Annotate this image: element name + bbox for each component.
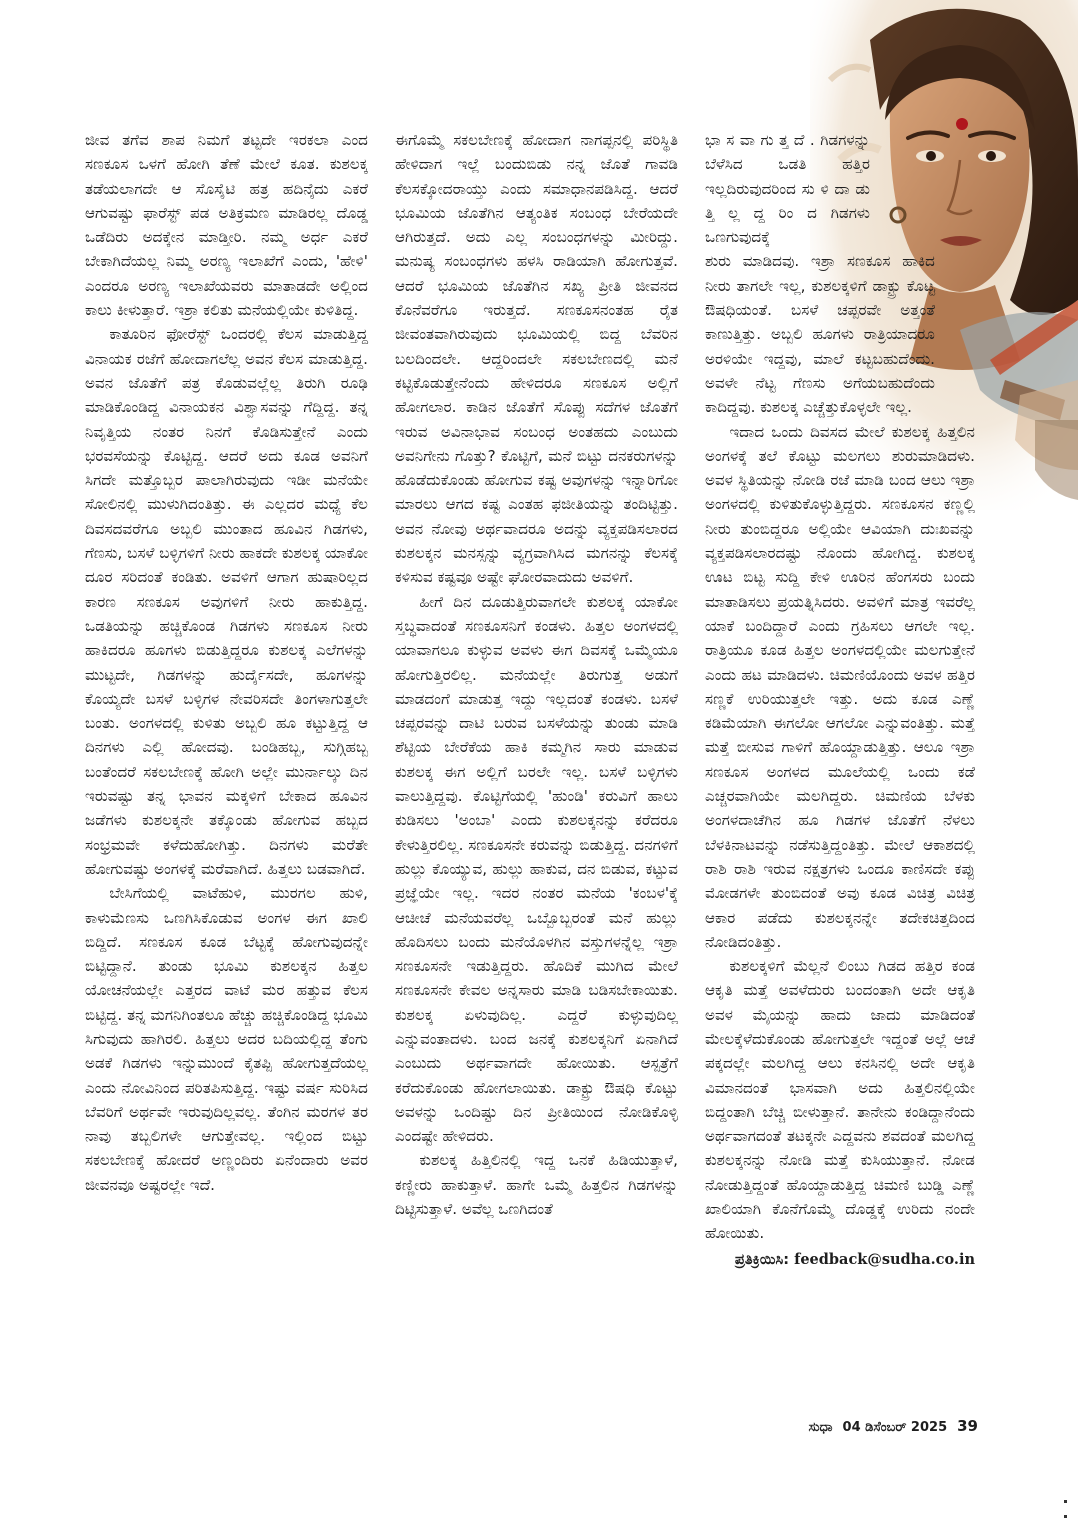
paragraph: ಈಗೊಮ್ಮೆ ಸಕಲಬೇಣಕ್ಕೆ ಹೋದಾಗ ನಾಗಪ್ಪನಲ್ಲಿ ಪರಿಸ್ಥಿತಿ ಹೇಳಿದಾಗ ಇಲ್ಲೆ ಬಂದುಬಿಡು ನನ್ನ ಜೊತೆ ಗಾವಡಿ ಕೆಲಸಕ್ಕೋದರಾಯ್ತು ಎಂದು ಸಮಾಧಾನಪಡಿಸಿದ್ದ. ಆದರೆ ಭೂಮಿಯ ಜೊತೆಗಿನ ಆತ್ಯಂತಿಕ ಸಂಬಂಧ ಬೇರೆಯದೇ ಆಗಿರುತ್ತದೆ. ಅದು ಎಲ್ಲ ಸಂಬಂಧಗಳನ್ನು ಮೀರಿದ್ದು. ಮನುಷ್ಯ ಸಂಬಂಧಗಳು ಹಳಸಿ ರಾಡಿಯಾಗಿ ಹೋಗುತ್ತವೆ. ಆದರೆ ಭೂಮಿಯ ಜೊತೆಗಿನ ಸಖ್ಯ ಪ್ರೀತಿ ಜೀವನದ ಕೊನೆವರೆಗೂ ಇರುತ್ತದೆ. ಸಣಕೂಸನಂತಹ ರೈತ ಜೀವಂತವಾಗಿರುವುದು ಭೂಮಿಯಲ್ಲಿ ಬಿದ್ದ ಬೆವರಿನ ಬಲದಿಂದಲೇ. ಆದ್ದರಿಂದಲೇ ಸಕಲಬೇಣದಲ್ಲಿ ಮನೆ ಕಟ್ಟಿಕೊಡುತ್ತೇನೆಂದು ಹೇಳಿದರೂ ಸಣಕೂಸ ಅಲ್ಲಿಗೆ ಹೋಗಲಾರ. ಕಾಡಿನ ಜೊತೆಗೆ ಸೊಪ್ಪು ಸದೆಗಳ ಜೊತೆಗೆ ಇರುವ ಅವಿನಾಭಾವ ಸಂಬಂಧ ಅಂತಹದು ಎಂಬುದು ಅವನಿಗೇನು ಗೊತ್ತು? ಕೊಟ್ಟಿಗೆ, ಮನೆ ಬಿಟ್ಟು ದನಕರುಗಳನ್ನು ಹೊಡೆದುಕೊಂಡು ಹೋಗುವ ಕಷ್ಟ ಅವುಗಳನ್ನು ಇನ್ನಾರಿಗೋ ಮಾರಲು ಆಗದ ಕಷ್ಟ ಎಂತಹ ಫಜೀತಿಯನ್ನು ತಂದಿಟ್ಟಿತ್ತು. ಅವನ ನೋವು ಅರ್ಥವಾದರೂ ಅದನ್ನು ವ್ಯಕ್ತಪಡಿಸಲಾರದ ಕುಶಲಕ್ಕನ ಮನಸ್ಸನ್ನು ವ್ಯಗ್ರವಾಗಿಸಿದ ಮಗನನ್ನು ಕೆಲಸಕ್ಕೆ ಕಳಿಸುವ ಕಷ್ಟವೂ ಅಷ್ಟೇ ಘೋರವಾದುದು ಅವಳಿಗೆ. <box>395 131 678 587</box>
feedback-line <box>705 1248 975 1272</box>
feedback-label: ಪ್ರತಿಕ್ರಿಯಿಸಿ: <box>734 1251 790 1268</box>
paragraph: ಇದಾದ ಒಂದು ದಿವಸದ ಮೇಲೆ ಕುಶಲಕ್ಕ ಹಿತ್ತಲಿನ ಅಂಗಳಕ್ಕೆ ತಲೆ ಕೊಟ್ಟು ಮಲಗಲು ಶುರುಮಾಡಿದಳು. ಅವಳ ಸ್ಥಿತಿಯನ್ನು ನೋಡಿ ರಜೆ ಮಾಡಿ ಬಂದ ಆಲು ಇಶ್ರಾ ಅಂಗಳದಲ್ಲಿ ಕುಳಿತುಕೊಳ್ಳುತ್ತಿದ್ದರು. ಸಣಕೂಸನ ಕಣ್ಣಲ್ಲಿ ನೀರು ತುಂಬಿದ್ದರೂ ಅಲ್ಲಿಯೇ ಆವಿಯಾಗಿ ದುಃಖವನ್ನು ವ್ಯಕ್ತಪಡಿಸಲಾರದಷ್ಟು ನೊಂದು ಹೋಗಿದ್ದ. ಕುಶಲಕ್ಕ ಊಟ ಬಿಟ್ಟ ಸುದ್ದಿ ಕೇಳಿ ಊರಿನ ಹೆಂಗಸರು ಬಂದು ಮಾತಾಡಿಸಲು ಪ್ರಯತ್ನಿಸಿದರು. ಅವಳಿಗೆ ಮಾತ್ರ ಇವರೆಲ್ಲ ಯಾಕೆ ಬಂದಿದ್ದಾರೆ ಎಂದು ಗ್ರಹಿಸಲು ಆಗಲೇ ಇಲ್ಲ. ರಾತ್ರಿಯೂ ಕೂಡ ಹಿತ್ತಲ ಅಂಗಳದಲ್ಲಿಯೇ ಮಲಗುತ್ತೇನೆ ಎಂದು ಹಟ ಮಾಡಿದಳು. ಚಿಮಣಿಯೊಂದು ಅವಳ ಹತ್ತಿರ ಸಣ್ಣಕೆ ಉರಿಯುತ್ತಲೇ ಇತ್ತು. ಅದು ಕೂಡ ಎಣ್ಣೆ ಕಡಿಮೆಯಾಗಿ ಈಗಲೋ ಆಗಲೋ ಎನ್ನುವಂತಿತ್ತು. ಮತ್ತೆ ಮತ್ತೆ ಬೀಸುವ ಗಾಳಿಗೆ ಹೊಯ್ದಾಡುತ್ತಿತ್ತು. ಆಲೂ ಇಶ್ರಾ ಸಣಕೂಸ ಅಂಗಳದ ಮೂಲೆಯಲ್ಲಿ ಒಂದು ಕಡೆ ಎಚ್ಚರವಾಗಿಯೇ ಮಲಗಿದ್ದರು. ಚಿಮಣಿಯ ಬೆಳಕು ಅಂಗಳದಾಚೆಗಿನ ಹೂ ಗಿಡಗಳ ಜೊತೆಗೆ ನೆಳಲು ಬೆಳಕಿನಾಟವನ್ನು ನಡೆಸುತ್ತಿದ್ದಂತಿತ್ತು. ಮೇಲೆ ಆಕಾಶದಲ್ಲಿ ರಾಶಿ ರಾಶಿ ಇರುವ ನಕ್ಷತ್ರಗಳು ಒಂದೂ ಕಾಣಿಸದೇ ಕಪ್ಪು ಮೋಡಗಳೇ ತುಂಬಿದಂತೆ ಅವು ಕೂಡ ವಿಚಿತ್ರ ವಿಚಿತ್ರ ಆಕಾರ ಪಡೆದು ಕುಶಲಕ್ಕನನ್ನೇ ತದೇಕಚಿತ್ತದಿಂದ ನೋಡಿದಂತಿತ್ತು. <box>705 422 975 951</box>
paragraph: ಬೇಸಿಗೆಯಲ್ಲಿ ವಾಟೆಹುಳಿ, ಮುರಗಲ ಹುಳಿ, ಕಾಳುಮೆಣಸು ಒಣಗಿಸಿಕೊಡುವ ಅಂಗಳ ಈಗ ಖಾಲಿ ಬಿದ್ದಿದೆ. ಸಣಕೂಸ ಕೂಡ ಬೆಟ್ಟಕ್ಕೆ ಹೋಗುವುದನ್ನೇ ಬಿಟ್ಟಿದ್ದಾನೆ. ತುಂಡು ಭೂಮಿ ಕುಶಲಕ್ಕನ ಹಿತ್ತಲ ಯೋಚನೆಯಲ್ಲೇ ಎತ್ತರದ ವಾಟೆ ಮರ ಹತ್ತುವ ಕೆಲಸ ಬಿಟ್ಟಿದ್ದ. ತನ್ನ ಮಗನಿಗಿಂತಲೂ ಹೆಚ್ಚು ಹಚ್ಚಿಕೊಂಡಿದ್ದ ಭೂಮಿ ಸಿಗುವುದು ಹಾಗಿರಲಿ. ಹಿತ್ತಲು ಅದರ ಬದಿಯಲ್ಲಿದ್ದ ತೆಂಗು ಅಡಕೆ ಗಿಡಗಳು ಇನ್ನುಮುಂದೆ ಕೈತಪ್ಪಿ ಹೋಗುತ್ತದೆಯಲ್ಲ ಎಂದು ನೋವಿನಿಂದ ಪರಿತಪಿಸುತ್ತಿದ್ದ. ಇಷ್ಟು ವರ್ಷ ಸುರಿಸಿದ ಬೆವರಿಗೆ ಅರ್ಥವೇ ಇರುವುದಿಲ್ಲವಲ್ಲ. ತೆಂಗಿನ ಮರಗಳ ತರ ನಾವು ತಬ್ಬಲಿಗಳೇ ಆಗುತ್ತೇವಲ್ಲ. ಇಲ್ಲಿಂದ ಬಿಟ್ಟು ಸಕಲಬೇಣಕ್ಕೆ ಹೋದರೆ ಅಣ್ಣಂದಿರು ಏನೆಂದಾರು ಅವರ ಜೀವನವೂ ಅಷ್ಟರಲ್ಲೇ ಇದೆ. <box>85 884 368 1194</box>
paragraph: ಭಾ ಸ ವಾ ಗು ತ್ತ ದೆ . ಗಿಡಗಳನ್ನು ಬೆಳೆಸಿದ ಒಡತಿ ಹತ್ತಿರ ಇಲ್ಲದಿರುವುದರಿಂದ ಸು ಳಿ ದಾ ಡು ತ್ತಿ ಲ್ಲ ದ್ದ ರಿಂ ದ ಗಿಡಗಳು ಒಣಗುವುದಕ್ಕೆ <box>705 131 870 247</box>
magazine-name: ಸುಧಾ <box>808 1420 833 1435</box>
crop-mark <box>1064 1515 1067 1518</box>
page-footer <box>809 1417 979 1435</box>
page-number: 39 <box>957 1417 978 1435</box>
paragraph: ಕಾತೂರಿನ ಫೋರೆಸ್ಟ್ ಒಂದರಲ್ಲಿ ಕೆಲಸ ಮಾಡುತ್ತಿದ್ದ ವಿನಾಯಕ ರಜೆಗೆ ಹೋದಾಗಲೆಲ್ಲ ಅವನ ಕೆಲಸ ಮಾಡುತ್ತಿದ್ದ. ಅವನ ಜೊತೆಗೆ ಪತ್ರ ಕೊಡುವಲ್ಲೆಲ್ಲ ತಿರುಗಿ ರೂಢಿ ಮಾಡಿಕೊಂಡಿದ್ದ ವಿನಾಯಕನ ವಿಶ್ವಾಸವನ್ನು ಗೆದ್ದಿದ್ದ. ತನ್ನ ನಿವೃತ್ತಿಯ ನಂತರ ನಿನಗೆ ಕೊಡಿಸುತ್ತೇನೆ ಎಂದು ಭರವಸೆಯನ್ನು ಕೊಟ್ಟಿದ್ದ. ಆದರೆ ಅದು ಕೂಡ ಅವನಿಗೆ ಸಿಗದೇ ಮತ್ತೊಬ್ಬರ ಪಾಲಾಗಿರುವುದು ಇಡೀ ಮನೆಯೇ ಸೋಲಿನಲ್ಲಿ ಮುಳುಗಿದಂತಿತ್ತು. ಈ ಎಲ್ಲದರ ಮಧ್ಯೆ ಕೆಲ ದಿವಸದವರೆಗೂ ಅಬ್ಬಲಿ ಮುಂತಾದ ಹೂವಿನ ಗಿಡಗಳು, ಗೆಣಸು, ಬಸಳೆ ಬಳ್ಳಿಗಳಿಗೆ ನೀರು ಹಾಕದೇ ಕುಶಲಕ್ಕ ಯಾಕೋ ದೂರ ಸರಿದಂತೆ ಕಂಡಿತು. ಅವಳಿಗೆ ಆಗಾಗ ಹುಷಾರಿಲ್ಲದ ಕಾರಣ ಸಣಕೂಸ ಅವುಗಳಿಗೆ ನೀರು ಹಾಕುತ್ತಿದ್ದ. ಒಡತಿಯನ್ನು ಹಚ್ಚಿಕೊಂಡ ಗಿಡಗಳು ಸಣಕೂಸ ನೀರು ಹಾಕಿದರೂ ಹೂಗಳು ಬಿಡುತ್ತಿದ್ದರೂ ಕುಶಲಕ್ಕ ಎಲೆಗಳನ್ನು ಮುಟ್ಟದೇ, ಗಿಡಗಳನ್ನು ಹುರ್ದೈಸದೇ, ಹೂಗಳನ್ನು ಕೊಯ್ಯದೇ ಬಸಳೆ ಬಳ್ಳಿಗಳ ನೇವರಿಸದೇ ತಿಂಗಳಾಗುತ್ತಲೇ ಬಂತು. ಅಂಗಳದಲ್ಲಿ ಕುಳಿತು ಅಬ್ಬಲಿ ಹೂ ಕಟ್ಟುತ್ತಿದ್ದ ಆ ದಿನಗಳು ಎಲ್ಲಿ ಹೋದವು. ಬಂಡಿಹಬ್ಬ, ಸುಗ್ಗಿಹಬ್ಬ ಬಂತೆಂದರೆ ಸಕಲಬೇಣಕ್ಕೆ ಹೋಗಿ ಅಲ್ಲೇ ಮುರ್ನಾಲ್ಕು ದಿನ ಇರುವಷ್ಟು ತನ್ನ ಭಾವನ ಮಕ್ಕಳಿಗೆ ಬೇಕಾದ ಹೂವಿನ ಜಡೆಗಳು ಕುಶಲಕ್ಕನೇ ತಕ್ಕೊಂಡು ಹೋಗುವ ಹಬ್ಬದ ಸಂಭ್ರಮವೇ ಕಳೆದುಹೋಗಿತ್ತು. ದಿನಗಳು ಮರೆತೇ ಹೋಗುವಷ್ಟು ಅಂಗಳಕ್ಕೆ ಮರೆವಾಗಿದೆ. ಹಿತ್ತಲು ಬಡವಾಗಿದೆ. <box>85 325 368 878</box>
paragraph: ಜೀವ ತಗೆವ ಶಾಪ ನಿಮಗೆ ತಟ್ಟದೇ ಇರಕಲಾ ಎಂದ ಸಣಕೂಸ ಒಳಗೆ ಹೋಗಿ ತೆಣೆ ಮೇಲೆ ಕೂತ. ಕುಶಲಕ್ಕ ತಡೆಯಲಾಗದೇ ಆ ಸೊಸೈಟಿ ಹತ್ರ ಹದಿನೈದು ಎಕರೆ ಆಗುವಷ್ಟು ಫಾರೆಸ್ಟ್ ಪಡ ಅತಿಕ್ರಮಣ ಮಾಡಿರಲ್ಲ ದೊಡ್ಡ ಒಡೆದಿರು ಅದಕ್ಕೇನ ಮಾಡ್ತೀರಿ. ನಮ್ಮ ಅರ್ಧ ಎಕರೆ ಬೇಕಾಗಿದೆಯಲ್ಲ ನಿಮ್ಮ ಅರಣ್ಯ ಇಲಾಖೆಗೆ ಎಂದು, 'ಹೇಳಿ' ಎಂದರೂ ಅರಣ್ಯ ಇಲಾಖೆಯವರು ಮಾತಾಡದೇ ಅಲ್ಲಿಂದ ಕಾಲು ಕೀಳುತ್ತಾರೆ. ಇಶ್ರಾ ಕಲಿತು ಮನೆಯಲ್ಲಿಯೇ ಕುಳಿತಿದ್ದ. <box>85 131 368 320</box>
paragraph: ಕುಶಲಕ್ಕಳಿಗೆ ಮೆಲ್ಲನೆ ಲಿಂಬು ಗಿಡದ ಹತ್ತಿರ ಕಂಡ ಆಕೃತಿ ಮತ್ತೆ ಅವಳೆದುರು ಬಂದಂತಾಗಿ ಅದೇ ಆಕೃತಿ ಅವಳ ಮೈಯನ್ನು ಹಾದು ಜಾದು ಮಾಡಿದಂತೆ ಮೇಲಕ್ಕೆಳೆದುಕೊಂಡು ಹೋಗುತ್ತಲೇ ಇದ್ದಂತೆ ಅಲ್ಲೆ ಆಚೆ ಪಕ್ಕದಲ್ಲೇ ಮಲಗಿದ್ದ ಆಲು ಕನಸಿನಲ್ಲಿ ಅದೇ ಆಕೃತಿ ವಿಮಾನದಂತೆ ಭಾಸವಾಗಿ ಅದು ಹಿತ್ತಲಿನಲ್ಲಿಯೇ ಬಿದ್ದಂತಾಗಿ ಬೆಚ್ಚಿ ಬೀಳುತ್ತಾನೆ. ತಾನೇನು ಕಂಡಿದ್ದಾನೆಂದು ಅರ್ಥವಾಗದಂತೆ ತಟಕ್ಕನೇ ಎದ್ದವನು ಶವದಂತೆ ಮಲಗಿದ್ದ ಕುಶಲಕ್ಕನನ್ನು ನೋಡಿ ಮತ್ತೆ ಕುಸಿಯುತ್ತಾನೆ. ನೋಡ ನೋಡುತ್ತಿದ್ದಂತೆ ಹೊಯ್ದಾಡುತ್ತಿದ್ದ ಚಿಮಣಿ ಬುಡ್ಡಿ ಎಣ್ಣೆ ಖಾಲಿಯಾಗಿ ಕೊನೆಗೊಮ್ಮೆ ದೊಡ್ಡಕ್ಕೆ ಉರಿದು ನಂದೇ ಹೋಯಿತು. <box>705 957 975 1243</box>
paragraph: ಶುರು ಮಾಡಿದವು. ಇಶ್ರಾ ಸಣಕೂಸ ಹಾಕಿದ ನೀರು ತಾಗಲೇ ಇಲ್ಲ, ಕುಶಲಕ್ಕಳಿಗೆ ಡಾಕ್ಟ್ರು ಕೊಟ್ಟ ಔಷಧಿಯಂತೆ. ಬಸಳೆ ಚಪ್ಪರವೇ ಅತ್ತಂತೆ ಕಾಣುತ್ತಿತ್ತು. ಅಬ್ಬಲಿ ಹೂಗಳು ರಾತ್ರಿಯಾದರೂ ಅರಳಿಯೇ ಇದ್ದವು, ಮಾಲೆ ಕಟ್ಟಬಹುದೆಂದು. ಅವಳೇ ನೆಟ್ಟ ಗೆಣಸು ಅಗೆಯಬಹುದೆಂದು ಕಾದಿದ್ದವು. ಕುಶಲಕ್ಕ ಎಚ್ಚೆತ್ತುಕೊಳ್ಳಲೇ ಇಲ್ಲ. <box>705 252 935 417</box>
paragraph: ಕುಶಲಕ್ಕ ಹಿತ್ತಿಲಿನಲ್ಲಿ ಇದ್ದ ಒನಕೆ ಹಿಡಿಯುತ್ತಾಳೆ, ಕಣ್ಣೀರು ಹಾಕುತ್ತಾಳೆ. ಹಾಗೇ ಒಮ್ಮೆ ಹಿತ್ತಲಿನ ಗಿಡಗಳನ್ನು ದಿಟ್ಟಿಸುತ್ತಾಳೆ. ಅವೆಲ್ಲ ಒಣಗಿದಂತೆ <box>395 1151 678 1219</box>
article-column-3 <box>705 128 975 1272</box>
feedback-email-link[interactable]: feedback@sudha.co.in <box>794 1250 975 1268</box>
paragraph: ಹೀಗೆ ದಿನ ದೂಡುತ್ತಿರುವಾಗಲೇ ಕುಶಲಕ್ಕ ಯಾಕೋ ಸ್ತಬ್ಧವಾದಂತೆ ಸಣಕೂಸನಿಗೆ ಕಂಡಳು. ಹಿತ್ತಲ ಅಂಗಳದಲ್ಲಿ ಯಾವಾಗಲೂ ಕುಳ್ಳುವ ಅವಳು ಈಗ ದಿವಸಕ್ಕೆ ಒಮ್ಮೆಯೂ ಹೋಗುತ್ತಿರಲಿಲ್ಲ. ಮನೆಯಲ್ಲೇ ತಿರುಗುತ್ತ ಅಡುಗೆ ಮಾಡದಂಗೆ ಮಾಡುತ್ತ ಇದ್ದು ಇಲ್ಲದಂತೆ ಕಂಡಳು. ಬಸಳೆ ಚಪ್ಪರವನ್ನು ದಾಟಿ ಬರುವ ಬಸಳೆಯನ್ನು ತುಂಡು ಮಾಡಿ ಶೆಟ್ಟಿಯ ಬೇರೆಕೆಯ ಹಾಕಿ ಕಮ್ಮಗಿನ ಸಾರು ಮಾಡುವ ಕುಶಲಕ್ಕ ಈಗ ಅಲ್ಲಿಗೆ ಬರಲೇ ಇಲ್ಲ. ಬಸಳೆ ಬಳ್ಳಿಗಳು ವಾಲುತ್ತಿದ್ದವು. ಕೊಟ್ಟಿಗೆಯಲ್ಲಿ 'ಹುಂಡಿ' ಕರುವಿಗೆ ಹಾಲು ಕುಡಿಸಲು 'ಅಂಬಾ' ಎಂದು ಕುಶಲಕ್ಕನನ್ನು ಕರೆದರೂ ಕೇಳುತ್ತಿರಲಿಲ್ಲ. ಸಣಕೂಸನೇ ಕರುವನ್ನು ಬಿಡುತ್ತಿದ್ದ. ದನಗಳಿಗೆ ಹುಲ್ಲು ಕೊಯ್ಯುವ, ಹುಲ್ಲು ಹಾಕುವ, ದನ ಬಿಡುವ, ಕಟ್ಟುವ ಪ್ರಜ್ಞೆಯೇ ಇಲ್ಲ. ಇದರ ನಂತರ ಮನೆಯ 'ಕಂಬಳ'ಕ್ಕೆ ಆಚೀಚೆ ಮನೆಯವರೆಲ್ಲ ಒಬ್ಬೊಬ್ಬರಂತೆ ಮನೆ ಹುಲ್ಲು ಹೊದಿಸಲು ಬಂದು ಮನೆಯೊಳಗಿನ ವಸ್ತುಗಳನ್ನೆಲ್ಲ ಇಶ್ರಾ ಸಣಕೂಸನೇ ಇಡುತ್ತಿದ್ದರು. ಹೊದಿಕೆ ಮುಗಿದ ಮೇಲೆ ಸಣಕೂಸನೇ ಕೇವಲ ಅನ್ನಸಾರು ಮಾಡಿ ಬಡಿಸಬೇಕಾಯಿತು. ಕುಶಲಕ್ಕ ಏಳುವುದಿಲ್ಲ. ಎದ್ದರೆ ಕುಳ್ಳುವುದಿಲ್ಲ ಎನ್ನುವಂತಾದಳು. ಬಂದ ಜನಕ್ಕೆ ಕುಶಲಕ್ಕನಿಗೆ ಏನಾಗಿದೆ ಎಂಬುದು ಅರ್ಥವಾಗದೇ ಹೋಯಿತು. ಆಸ್ಪತ್ರೆಗೆ ಕರೆದುಕೊಂಡು ಹೋಗಲಾಯಿತು. ಡಾಕ್ಟ್ರು ಔಷಧಿ ಕೊಟ್ಟು ಅವಳನ್ನು ಒಂದಿಷ್ಟು ದಿನ ಪ್ರೀತಿಯಿಂದ ನೋಡಿಕೊಳ್ಳಿ ಎಂದಷ್ಟೇ ಹೇಳಿದರು. <box>395 592 678 1146</box>
issue-date: 04 ಡಿಸೆಂಬರ್ 2025 <box>842 1420 948 1435</box>
article-column-2 <box>395 128 678 1221</box>
crop-mark <box>1064 1500 1067 1503</box>
article-column-1 <box>85 128 368 1197</box>
